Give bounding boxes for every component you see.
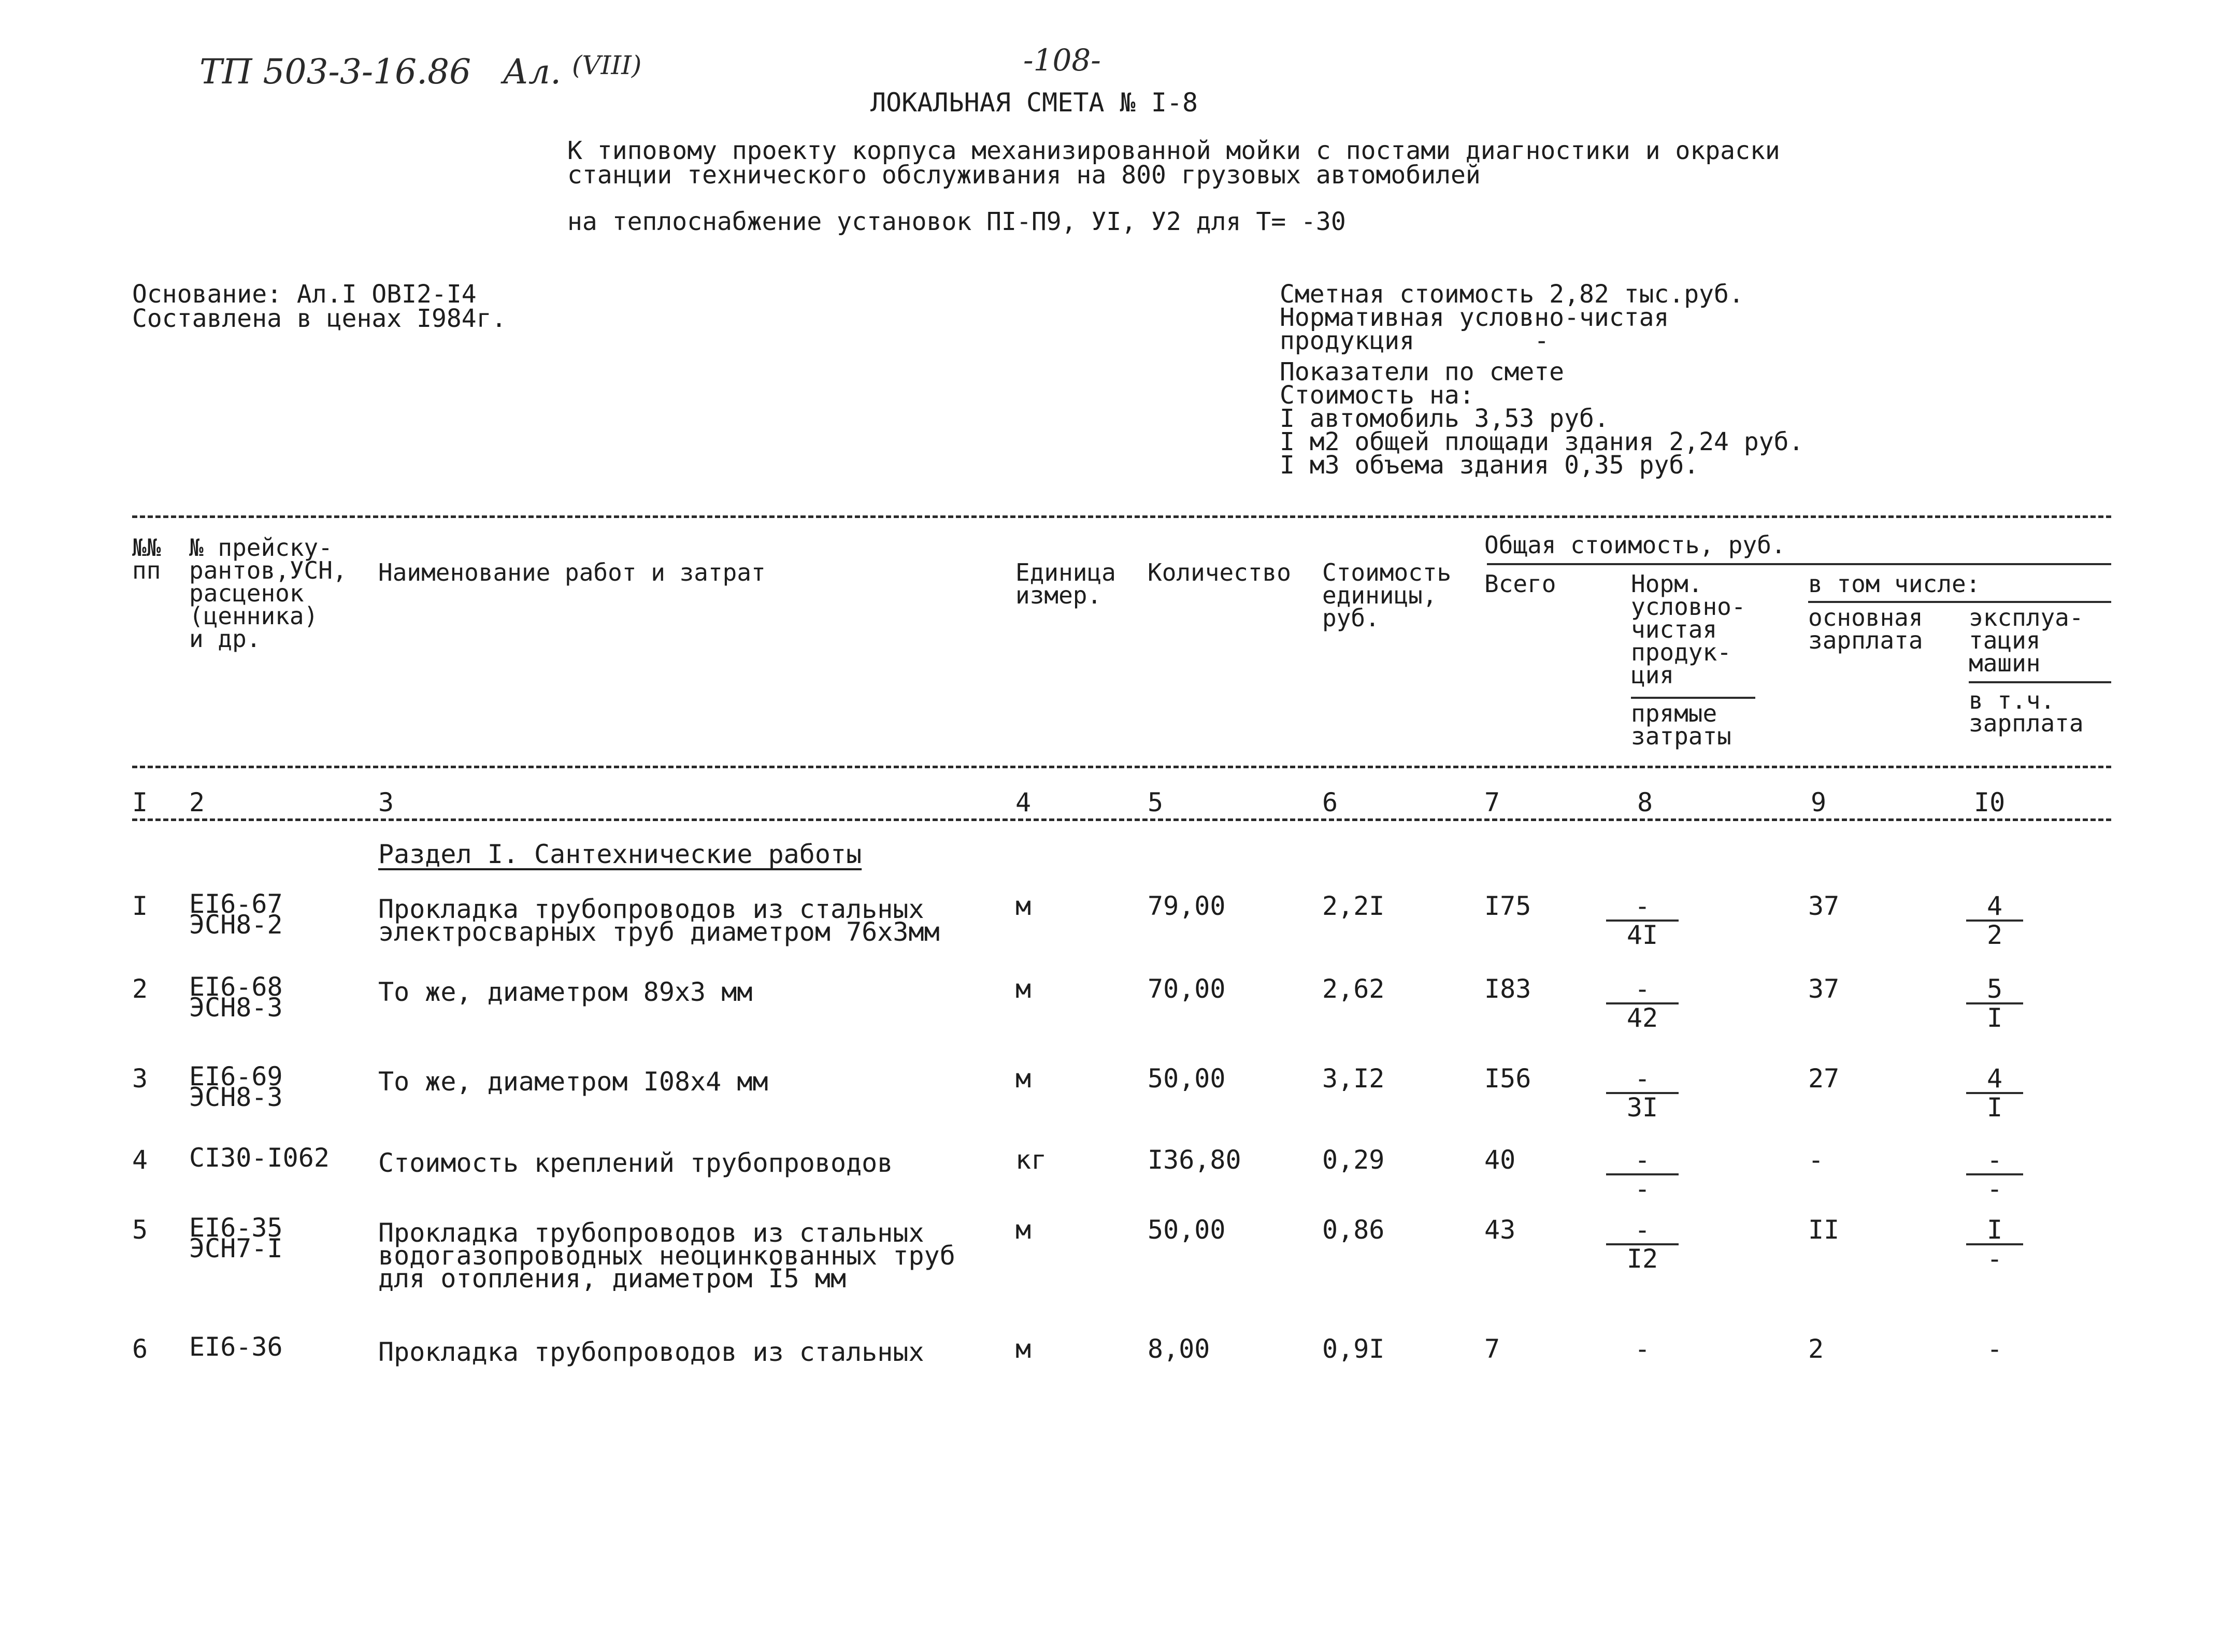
section-title: Раздел I. Сантехнические работы (378, 839, 862, 869)
row-4-machine-operation (1966, 1145, 2023, 1204)
row-1-unit: м (1015, 891, 1032, 921)
row-6-unit: м (1015, 1334, 1032, 1364)
album-number: (VIII) (572, 50, 642, 80)
incl-rule (1808, 601, 2111, 603)
header-base-wage: основная зарплата (1808, 604, 1923, 654)
header-quantity: Количество (1148, 558, 1291, 586)
row-5-machine-operation (1966, 1215, 2023, 1274)
summary-per-car: I автомобиль 3,53 руб. (1280, 404, 1609, 433)
summary-per-m3: I м3 объема здания 0,35 руб. (1280, 451, 1699, 480)
header-price-code: № прейску- рантов,УСН, расценок (ценника) и др. (189, 534, 347, 653)
row-1-norm-product-numerator: - (1634, 891, 1651, 921)
row-4-machine-operation-numerator: - (1986, 1145, 2003, 1175)
estimate-title: ЛОКАЛЬНАЯ СМЕТА № I-8 (870, 88, 1198, 118)
col-number-7: 7 (1484, 787, 1500, 817)
summary-per-m2: I м2 общей площади здания 2,24 руб. (1280, 427, 1804, 456)
col-number-4: 4 (1015, 787, 1032, 817)
row-1-work-name: Прокладка трубопроводов из стальных электросварных труб диаметром 76х3мм (378, 894, 940, 947)
summary-cost-per: Стоимость на: (1280, 381, 1474, 410)
c10-split-rule (1969, 681, 2111, 683)
row-1-norm-product-denominator: 4I (1626, 920, 1658, 950)
row-3-total: I56 (1484, 1064, 1531, 1094)
row-3-price-code: ЕI6-69 ЭСН8-3 (189, 1061, 283, 1112)
col-number-3: 3 (378, 787, 394, 817)
row-3-unit-cost: 3,I2 (1322, 1064, 1385, 1094)
col-number-2: 2 (189, 787, 205, 817)
row-3-quantity: 50,00 (1148, 1064, 1226, 1094)
column-number-rule (132, 818, 2111, 821)
row-2-unit: м (1015, 974, 1032, 1004)
row-4-quantity: I36,80 (1148, 1145, 1241, 1175)
row-5-norm-product-denominator: I2 (1626, 1244, 1658, 1274)
row-6-price-code: ЕI6-36 (189, 1332, 283, 1362)
project-number: ТП 503-3-16.86 (199, 52, 471, 92)
row-1-base-wage: 37 (1808, 891, 1840, 921)
row-3-norm-product-denominator: 3I (1626, 1093, 1658, 1123)
row-5-norm-product (1606, 1215, 1679, 1274)
project-stamp (199, 52, 641, 92)
row-2-quantity: 70,00 (1148, 974, 1226, 1004)
basis-line-2: Составлена в ценах I984г. (132, 304, 507, 333)
summary-cost: Сметная стоимость 2,82 тыс.руб. (1280, 280, 1744, 309)
row-3-base-wage: 27 (1808, 1064, 1840, 1094)
row-5-price-code: ЕI6-35 ЭСН7-I (189, 1213, 283, 1263)
header-total-group: Общая стоимость, руб. (1484, 531, 1786, 559)
row-3-norm-product (1606, 1064, 1679, 1123)
page-number: -108- (1023, 42, 1101, 78)
row-5-machine-operation-denominator: - (1986, 1244, 2003, 1274)
row-2-price-code: ЕI6-68 ЭСН8-3 (189, 972, 283, 1023)
row-3-machine-operation (1966, 1064, 2023, 1123)
c8-split-rule (1631, 697, 1755, 699)
total-group-rule (1487, 563, 2111, 565)
table-header-bottom-rule (132, 766, 2111, 768)
header-direct-costs: прямые затраты (1631, 699, 1731, 750)
row-5-number: 5 (132, 1215, 148, 1245)
row-1-machine-operation-denominator: 2 (1986, 920, 2003, 950)
row-3-work-name: То же, диаметром I08х4 мм (378, 1067, 768, 1097)
purpose-line: на теплоснабжение установок ПI-П9, УI, У2 для Т= -30 (567, 207, 1346, 236)
basis-line-1: Основание: Ал.I ОВI2-I4 (132, 280, 477, 309)
summary-norm-2: продукция - (1280, 326, 1550, 355)
row-1-machine-operation-numerator: 4 (1986, 891, 2003, 921)
row-2-unit-cost: 2,62 (1322, 974, 1385, 1004)
row-4-price-code: СI30-I062 (189, 1143, 330, 1173)
row-4-norm-product-denominator: - (1634, 1174, 1651, 1204)
row-4-norm-product (1606, 1145, 1679, 1204)
col-number-10: I0 (1974, 787, 2006, 817)
header-norm-product: Норм. условно- чистая продук- ция (1631, 570, 1746, 689)
row-6-quantity: 8,00 (1148, 1334, 1210, 1364)
col-number-8: 8 (1637, 787, 1653, 817)
row-4-total: 40 (1484, 1145, 1516, 1175)
row-3-machine-operation-numerator: 4 (1986, 1064, 2003, 1094)
row-6-machine-operation (1966, 1334, 2023, 1364)
header-including: в том числе: (1808, 570, 1981, 598)
subtitle-line-1: К типовому проекту корпуса механизированной мойки с постами диагностики и окраски (567, 136, 1780, 165)
header-machine-wage: в т.ч. зарплата (1969, 686, 2084, 737)
row-5-machine-operation-numerator: I (1986, 1215, 2003, 1245)
row-1-quantity: 79,00 (1148, 891, 1226, 921)
row-6-number: 6 (132, 1334, 148, 1364)
row-2-base-wage: 37 (1808, 974, 1840, 1004)
header-machine-operation: эксплуа- тация машин (1969, 604, 2084, 677)
row-3-machine-operation-denominator: I (1986, 1093, 2003, 1123)
row-1-total: I75 (1484, 891, 1531, 921)
row-2-norm-product-numerator: - (1634, 974, 1651, 1004)
row-4-base-wage: - (1808, 1145, 1824, 1175)
row-3-unit: м (1015, 1064, 1032, 1094)
row-5-norm-product-numerator: - (1634, 1215, 1651, 1245)
row-1-unit-cost: 2,2I (1322, 891, 1385, 921)
col-number-1: I (132, 787, 148, 817)
row-2-machine-operation (1966, 974, 2023, 1033)
summary-norm-1: Нормативная условно-чистая (1280, 303, 1669, 332)
row-1-machine-operation (1966, 891, 2023, 950)
row-4-machine-operation-denominator: - (1986, 1174, 2003, 1204)
col-number-5: 5 (1148, 787, 1164, 817)
header-unit: Единица измер. (1015, 558, 1116, 609)
col-number-9: 9 (1811, 787, 1827, 817)
album-label: Ал. (503, 52, 562, 92)
row-4-number: 4 (132, 1145, 148, 1175)
row-2-work-name: То же, диаметром 89х3 мм (378, 977, 753, 1007)
row-6-norm-product-numerator: - (1634, 1334, 1651, 1364)
col-number-6: 6 (1322, 787, 1338, 817)
row-1-number: I (132, 891, 148, 921)
row-6-work-name: Прокладка трубопроводов из стальных (378, 1337, 924, 1367)
header-row-number: №№ пп (132, 534, 161, 584)
row-2-total: I83 (1484, 974, 1531, 1004)
row-6-base-wage: 2 (1808, 1334, 1824, 1364)
row-6-machine-operation-numerator: - (1986, 1334, 2003, 1364)
subtitle-line-2: станции технического обслуживания на 800 грузовых автомобилей (567, 161, 1481, 190)
row-4-work-name: Стоимость креплений трубопроводов (378, 1148, 893, 1178)
row-5-unit: м (1015, 1215, 1032, 1245)
row-6-norm-product (1606, 1334, 1679, 1364)
header-work-name: Наименование работ и затрат (378, 558, 766, 586)
row-6-total: 7 (1484, 1334, 1500, 1364)
row-1-price-code: ЕI6-67 ЭСН8-2 (189, 889, 283, 940)
row-1-norm-product (1606, 891, 1679, 950)
table-top-rule (132, 515, 2111, 518)
row-4-unit-cost: 0,29 (1322, 1145, 1385, 1175)
row-5-work-name: Прокладка трубопроводов из стальных водогазопроводных неоцинкованных труб для отопления, диаметром I5 мм (378, 1218, 955, 1294)
row-2-machine-operation-numerator: 5 (1986, 974, 2003, 1004)
row-5-total: 43 (1484, 1215, 1516, 1245)
header-total: Всего (1484, 570, 1556, 598)
summary-indicators: Показатели по смете (1280, 357, 1565, 386)
row-2-norm-product-denominator: 42 (1626, 1003, 1658, 1033)
row-2-number: 2 (132, 974, 148, 1004)
row-3-norm-product-numerator: - (1634, 1064, 1651, 1094)
row-2-norm-product (1606, 974, 1679, 1033)
row-5-base-wage: II (1808, 1215, 1840, 1245)
row-4-norm-product-numerator: - (1634, 1145, 1651, 1175)
row-6-unit-cost: 0,9I (1322, 1334, 1385, 1364)
row-2-machine-operation-denominator: I (1986, 1003, 2003, 1033)
row-5-unit-cost: 0,86 (1322, 1215, 1385, 1245)
row-5-quantity: 50,00 (1148, 1215, 1226, 1245)
row-4-unit: кг (1015, 1145, 1047, 1175)
row-3-number: 3 (132, 1064, 148, 1094)
header-unit-cost: Стоимость единицы, руб. (1322, 558, 1452, 632)
